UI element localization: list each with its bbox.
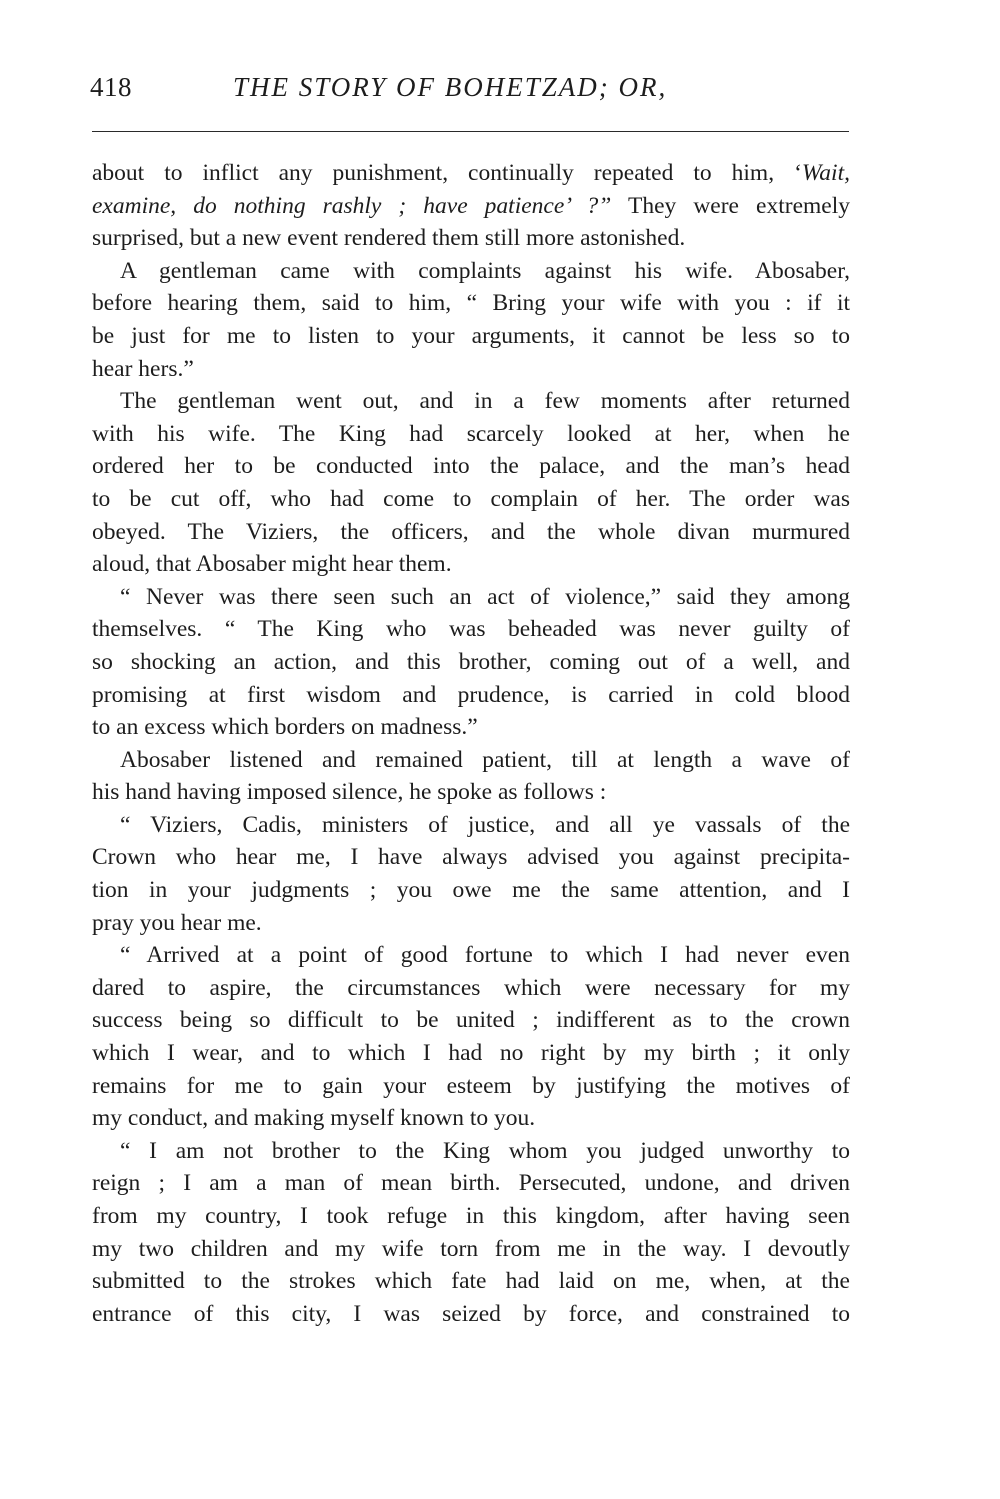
text-line-29: remains for me to gain your esteem by justifying the motives of: [92, 1072, 850, 1099]
text-line-14: “ Never was there seen such an act of violence,” said they among: [120, 583, 850, 610]
running-title: THE STORY OF BOHETZAD; OR,: [233, 72, 668, 102]
text-line-2: examine, do nothing rashly ; have patience’ ?” They were extremely: [92, 192, 850, 219]
text-line-15: themselves. “ The King who was beheaded was never guilty of: [92, 616, 850, 643]
text-line-34: my two children and my wife torn from me in the way. I devoutly: [92, 1235, 850, 1262]
text-line-20: his hand having imposed silence, he spoke as follows :: [92, 779, 607, 806]
text-line-32: reign ; I am a man of mean birth. Persecuted, undone, and driven: [92, 1170, 850, 1197]
text-line-27: success being so difficult to be united ; indifferent as to the crown: [92, 1007, 850, 1034]
text-line-9: with his wife. The King had scarcely looked at her, when he: [92, 420, 850, 447]
text-line-8: The gentleman went out, and in a few moments after returned: [120, 388, 850, 415]
text-line-22: Crown who hear me, I have always advised you against precipita-: [92, 844, 850, 871]
text-line-36: entrance of this city, I was seized by force, and constrained to: [92, 1300, 850, 1327]
text-line-25: “ Arrived at a point of good fortune to which I had never even: [120, 942, 850, 969]
text-line-12: obeyed. The Viziers, the officers, and the whole divan murmured: [92, 518, 850, 545]
text-line-1: about to inflict any punishment, continually repeated to him, ‘Wait,: [92, 160, 850, 186]
text-line-17: promising at first wisdom and prudence, is carried in cold blood: [92, 681, 850, 708]
text-line-13: aloud, that Abosaber might hear them.: [92, 551, 452, 578]
running-head: [90, 72, 850, 116]
text-line-4: A gentleman came with complaints against his wife. Abosaber,: [120, 257, 850, 284]
text-line-28: which I wear, and to which I had no right by my birth ; it only: [92, 1040, 850, 1067]
text-line-30: my conduct, and making myself known to you.: [92, 1105, 536, 1132]
page-number: 418: [90, 72, 132, 102]
text-line-33: from my country, I took refuge in this kingdom, after having seen: [92, 1203, 850, 1229]
text-line-19: Abosaber listened and remained patient, till at length a wave of: [120, 746, 850, 773]
text-line-35: submitted to the strokes which fate had laid on me, when, at the: [92, 1268, 850, 1295]
text-line-3: surprised, but a new event rendered them still more astonished.: [92, 225, 686, 252]
text-line-26: dared to aspire, the circumstances which were necessary for my: [92, 974, 850, 1001]
text-line-6: be just for me to listen to your arguments, it cannot be less so to: [92, 322, 850, 349]
text-line-5: before hearing them, said to him, “ Bring your wife with you : if it: [92, 290, 850, 317]
body-text: [92, 157, 850, 1330]
text-line-24: pray you hear me.: [92, 909, 262, 936]
text-line-18: to an excess which borders on madness.”: [92, 714, 478, 741]
text-line-11: to be cut off, who had come to complain of her. The order was: [92, 485, 850, 512]
text-line-10: ordered her to be conducted into the palace, and the man’s head: [92, 453, 850, 480]
text-line-21: “ Viziers, Cadis, ministers of justice, and all ye vassals of the: [120, 811, 850, 838]
text-line-23: tion in your judgments ; you owe me the same attention, and I: [92, 877, 850, 904]
italic-phrase: Wait,: [801, 160, 850, 186]
text-line-31: “ I am not brother to the King whom you judged unworthy to: [120, 1137, 850, 1164]
text-line-16: so shocking an action, and this brother, coming out of a well, and: [92, 648, 850, 675]
text-line-7: hear hers.”: [92, 355, 194, 382]
header-rule: [92, 131, 849, 132]
italic-phrase: examine, do nothing rashly ; have patience’ ?”: [92, 192, 612, 219]
